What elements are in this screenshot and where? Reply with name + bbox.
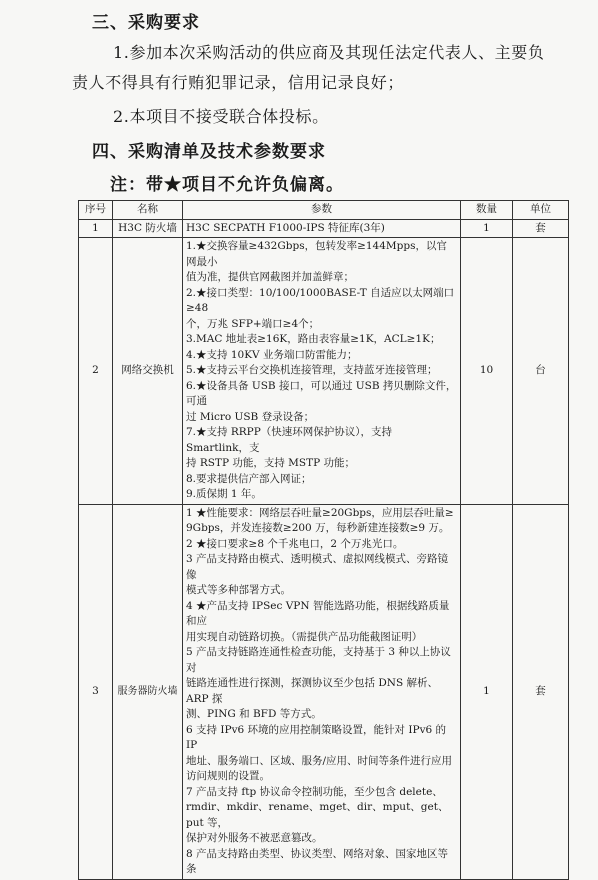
param-line: 5.★支持云平台交换机连接管理，支持蓝牙连接管理；	[186, 364, 438, 376]
param-line: 地址、服务端口、区域、服务/应用、时间等条件进行应用	[186, 754, 453, 767]
header-params: 参数	[183, 201, 461, 220]
row-params	[183, 504, 461, 879]
table-row	[79, 238, 569, 505]
param-line: 1.★交换容量≥432Gbps，包转发率≥144Mpps，以官网最小	[186, 240, 447, 268]
row-qty: 1	[461, 504, 513, 879]
param-line: 6.★设备具备 USB 接口，可以通过 USB 拷贝删除文件，可通	[186, 379, 457, 407]
param-line: 持 RSTP 功能，支持 MSTP 功能；	[186, 457, 356, 469]
row-name: 网络交换机	[113, 238, 183, 505]
negative-deviation-note: 注：带★项目不允许负偏离。	[110, 175, 344, 195]
row-no: 2	[79, 238, 113, 505]
row-unit: 台	[513, 238, 569, 505]
param-line: 链路连通性进行探测，探测协议至少包括 DNS 解析、ARP 探	[186, 677, 438, 705]
param-line: 7 产品支持 ftp 协议命令控制功能，至少包含 delete、	[186, 785, 443, 798]
param-line: 4.★支持 10KV 业务端口防雷能力；	[186, 348, 358, 361]
table-row	[79, 219, 569, 238]
requirement-2: 2.本项目不接受联合体投标。	[113, 107, 329, 126]
param-line: 6 支持 IPv6 环境的应用控制策略设置，能针对 IPv6 的 IP	[186, 723, 447, 751]
param-line: 8 产品支持路由类型、协议类型、网络对象、国家地区等条	[186, 847, 449, 875]
row-params	[183, 238, 461, 505]
header-qty: 数量	[461, 201, 513, 220]
requirement-1-line-2: 责人不得具有行贿犯罪记录，信用记录良好；	[72, 73, 405, 92]
row-unit: 套	[513, 219, 569, 238]
row-name: 服务器防火墙	[113, 504, 183, 879]
param-line: 8.要求提供信产部入网证；	[186, 472, 312, 485]
param-line: 3 产品支持路由模式、透明模式、虚拟网线模式、旁路镜像	[186, 553, 449, 581]
section-3-heading: 三、采购要求	[92, 13, 200, 33]
param-line: 1 ★性能要求：网络层吞吐量≥20Gbps，应用层吞吐量≥	[186, 506, 454, 519]
param-line: 4 ★产品支持 IPSec VPN 智能选路功能，根据线路质量和应	[186, 599, 450, 627]
section-4-heading: 四、采购清单及技术参数要求	[92, 142, 326, 162]
row-params	[183, 219, 461, 238]
param-line: 模式等多种部署方式。	[186, 584, 291, 596]
table-header-row	[79, 201, 569, 220]
param-line: 测、PING 和 BFD 等方式。	[186, 708, 322, 720]
param-line: 5 产品支持链路连通性检查功能，支持基于 3 种以上协议对	[186, 646, 451, 674]
row-name: H3C 防火墙	[113, 219, 183, 238]
param-line: 值为准，提供官网截图并加盖鲜章；	[186, 271, 354, 283]
param-line: 2 ★接口要求≥8 个千兆电口，2 个万兆光口。	[186, 537, 404, 550]
row-qty: 10	[461, 238, 513, 505]
param-line: 9Gbps，并发连接数≥200 万，每秒新建连接数≥9 万。	[186, 522, 450, 534]
procurement-spec-table	[78, 200, 569, 880]
param-line: 9.质保期 1 年。	[186, 488, 262, 500]
param-line: rmdir、mkdir、rename、mget、dir、mput、get、put 等，	[186, 801, 449, 829]
param-line: 个，万兆 SFP+端口≥4个；	[186, 317, 320, 330]
row-no: 3	[79, 504, 113, 879]
row-unit: 套	[513, 504, 569, 879]
param-line: 7.★支持 RRPP（快速环网保护协议），支持 Smartlink，支	[186, 426, 393, 454]
param-line: 访问规则的设置。	[186, 770, 270, 782]
header-unit: 单位	[513, 201, 569, 220]
table-row	[79, 504, 569, 879]
param-line: 用实现自动链路切换。（需提供产品功能截图证明）	[186, 630, 423, 643]
row-no: 1	[79, 219, 113, 238]
param-line: H3C SECPATH F1000-IPS 特征库(3年)	[186, 221, 385, 234]
header-name: 名称	[113, 201, 183, 220]
requirement-1-line-1: 1.参加本次采购活动的供应商及其现任法定代表人、主要负	[113, 43, 545, 62]
param-line: 保护对外服务不被恶意篡改。	[186, 832, 323, 844]
param-line: 3.MAC 地址表≥16K，路由表容量≥1K，ACL≥1K；	[186, 333, 441, 345]
row-qty: 1	[461, 219, 513, 238]
param-line: 2.★接口类型：10/100/1000BASE-T 自适应以太网端口≥48	[186, 286, 455, 314]
header-no: 序号	[79, 201, 113, 220]
param-line: 过 Micro USB 登录设备；	[186, 410, 315, 423]
